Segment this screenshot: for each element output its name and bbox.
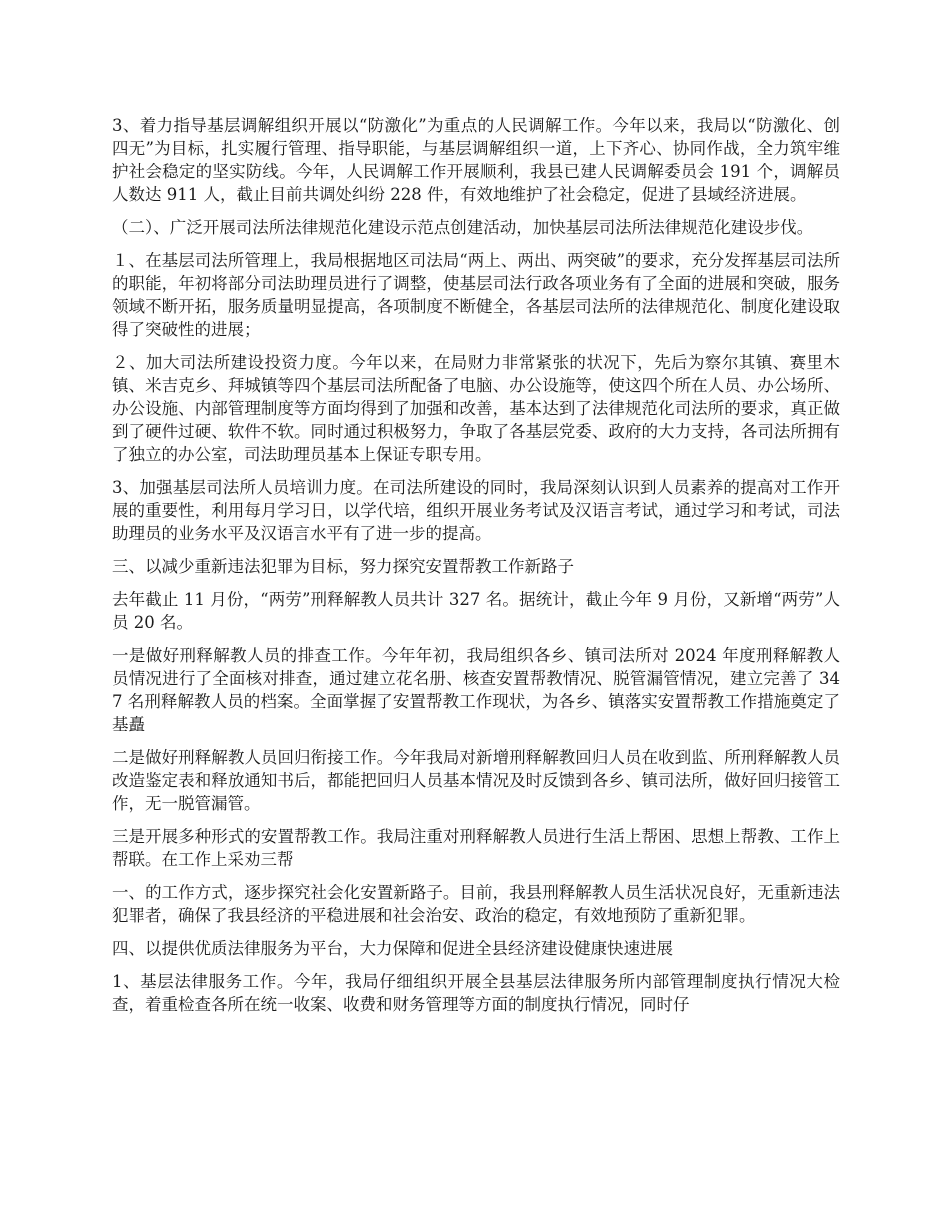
paragraph-training: 3、加强基层司法所人员培训力度。在司法所建设的同时，我局深刻认识到人员素养的提高对工作开展的重要性，利用每月学习日，以学代培，组织开展业务考试及汉语言考试，通过学习和考试，司法助理员的业务水平及汉语言水平有了进一步的提高。 <box>112 478 840 543</box>
paragraph-section-four-heading: 四、以提供优质法律服务为平台，大力保障和促进全县经济建设健康快速进展 <box>112 939 673 958</box>
paragraph-working-method: 一、的工作方式，逐步探究社会化安置新路子。目前，我县刑释解教人员生活状况良好，无重新违法犯罪者，确保了我县经济的平稳进展和社会治安、政治的稳定，有效地预防了重新犯罪。 <box>112 883 840 925</box>
paragraph-statistics: 去年截止 11 月份，“两劳”刑释解教人员共计 327 名。据统计，截止今年 9 月份，又新增“两劳”人员 20 名。 <box>112 590 840 632</box>
paragraph-legal-services: 1、基层法律服务工作。今年，我局仔细组织开展全县基层法律服务所内部管理制度执行情况大检查，着重检查各所在统一收案、收费和财务管理等方面的制度执行情况，同时仔 <box>112 972 840 1014</box>
paragraph-mediation-work: 3、着力指导基层调解组织开展以“防激化”为重点的人民调解工作。今年以来，我局以“防激化、创四无”为目标，扎实履行管理、指导职能，与基层调解组织一道，上下齐心、协同作战，全力筑牢维护社会稳定的坚实防线。今年，人民调解工作开展顺利，我县已建人民调解委员会 191 个，调解员人数达 911 人，截止目前共调处纠纷 228 件，有效地维护了社会稳定，促进了县域经济进展。 <box>112 116 840 204</box>
paragraph-section-three-heading: 三、以减少重新违法犯罪为目标，努力探究安置帮教工作新路子 <box>112 557 574 576</box>
paragraph-assistance: 三是开展多种形式的安置帮教工作。我局注重对刑释解教人员进行生活上帮困、思想上帮教、工作上帮联。在工作上采劝三帮 <box>112 827 840 869</box>
paragraph-reintegration: 二是做好刑释解教人员回归衔接工作。今年我局对新增刑释解教回归人员在收到监、所刑释解教人员改造鉴定表和释放通知书后，都能把回归人员基本情况及时反馈到各乡、镇司法所，做好回归接管工作，无一脱管漏管。 <box>112 748 840 813</box>
paragraph-section-two-heading: （二）、广泛开展司法所法律规范化建设示范点创建活动，加快基层司法所法律规范化建设步伐。 <box>112 218 814 237</box>
paragraph-investment: ２、加大司法所建设投资力度。今年以来，在局财力非常紧张的状况下，先后为察尔其镇、赛里木镇、米吉克乡、拜城镇等四个基层司法所配备了电脑、办公设施等，使这四个所在人员、办公场所、办公设施、内部管理制度等方面均得到了加强和改善，基本达到了法律规范化司法所的要求，真正做到了硬件过硬、软件不软。同时通过积极努力，争取了各基层党委、政府的大力支持，各司法所拥有了独立的办公室，司法助理员基本上保证专职专用。 <box>112 353 840 464</box>
document-page <box>112 114 840 1026</box>
paragraph-screening: 一是做好刑释解教人员的排查工作。今年年初，我局组织各乡、镇司法所对 2024 年度刑释解教人员情况进行了全面核对排查，通过建立花名册、核查安置帮教情况、脱管漏管情况，建立完善了 347 名刑释解教人员的档案。全面掌握了安置帮教工作现状，为各乡、镇落实安置帮教工作措施奠定了基矗 <box>112 646 840 734</box>
paragraph-office-management: １、在基层司法所管理上，我局根据地区司法局“两上、两出、两突破”的要求，充分发挥基层司法所的职能，年初将部分司法助理员进行了调整，使基层司法行政各项业务有了全面的进展和突破，服务领域不断开拓，服务质量明显提高，各项制度不断健全，各基层司法所的法律规范化、制度化建设取得了突破性的进展； <box>112 251 840 339</box>
